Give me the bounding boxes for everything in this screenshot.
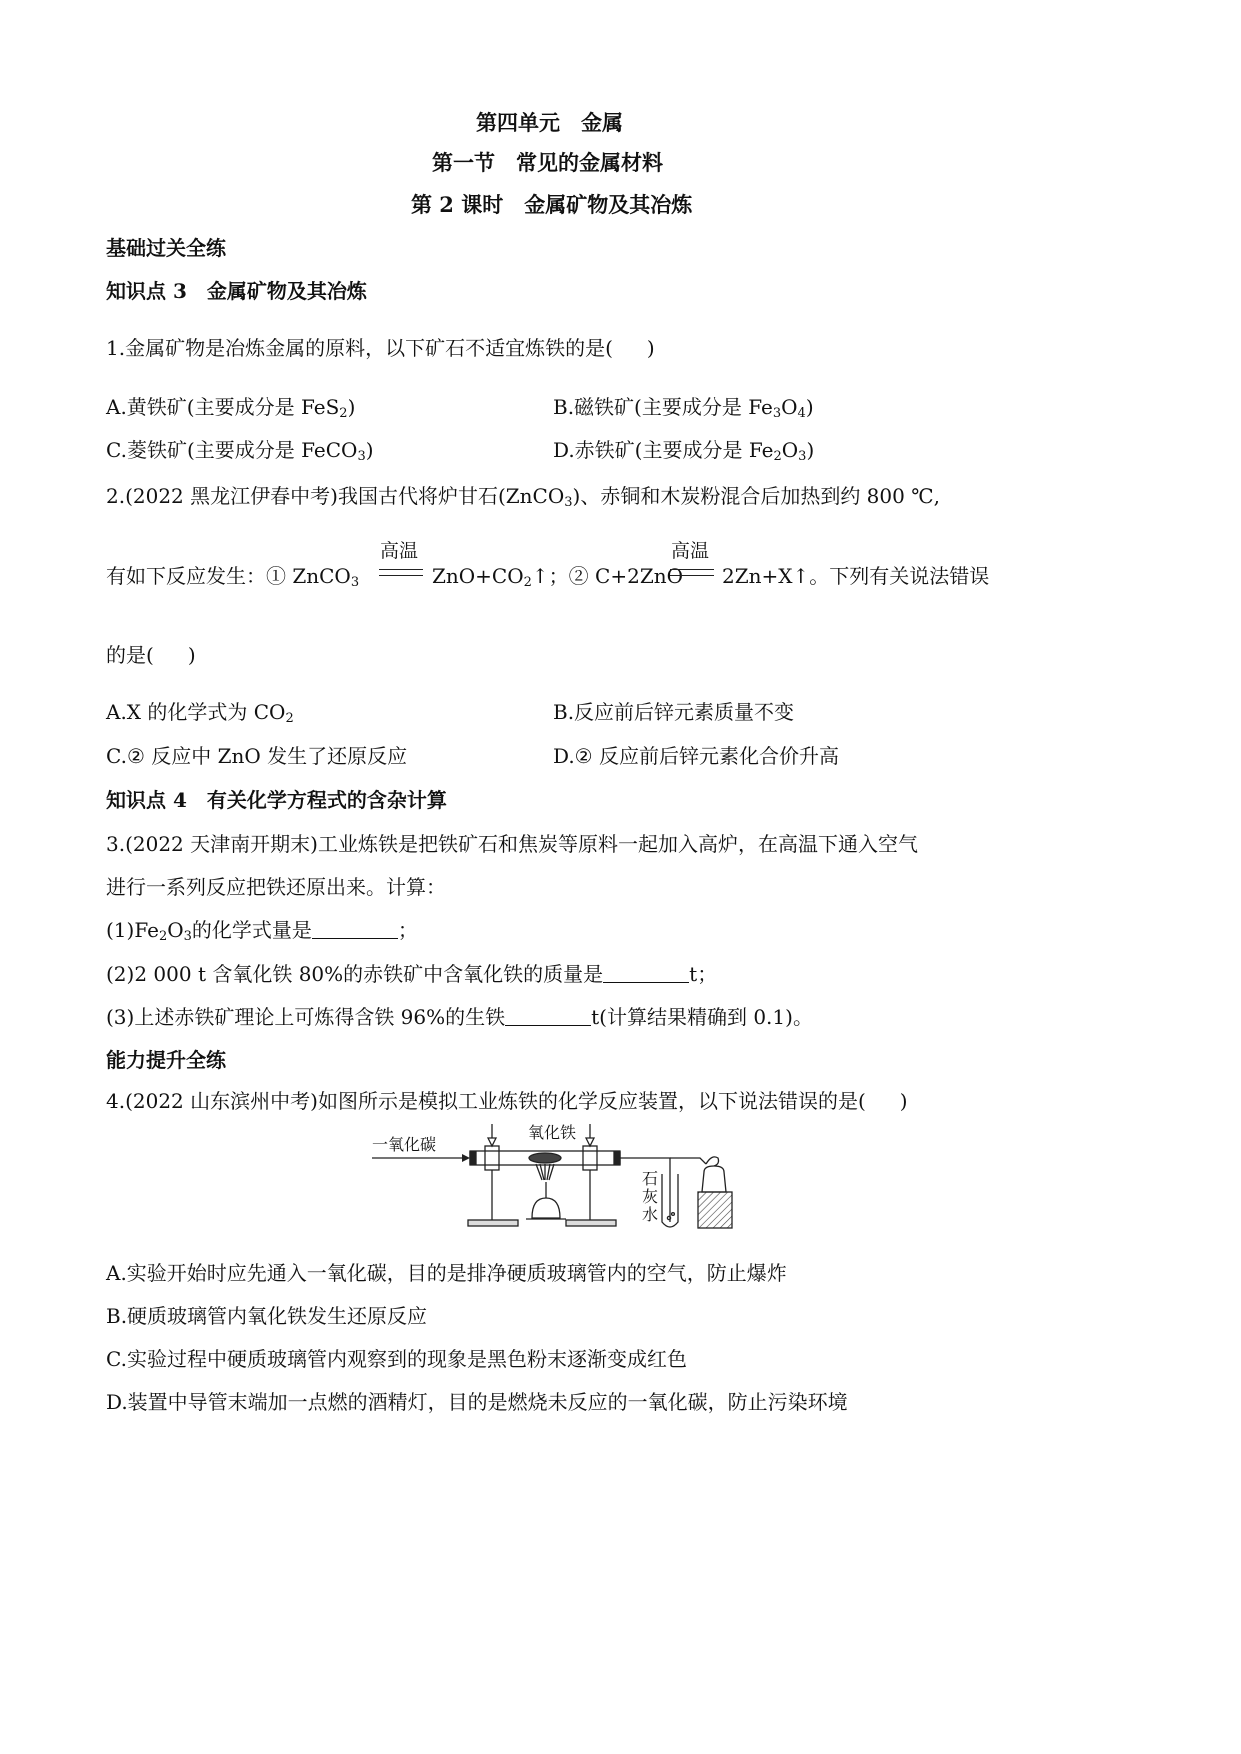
q3-line1: 3.(2022 天津南开期末)工业炼铁是把铁矿石和焦炭等原料一起加入高炉，在高温下通入空气 (106, 832, 918, 856)
q2-eq-text-c: ↑；② C+2ZnO (531, 564, 683, 588)
q1-stem-end: ) (646, 336, 655, 360)
q3-part1-a: (1)Fe (106, 918, 159, 942)
q3-part1-end: ； (397, 918, 418, 942)
tail-flame (706, 1157, 719, 1166)
tail-tube (670, 1158, 706, 1164)
label-co: 一氧化碳 (372, 1135, 437, 1154)
reaction-condition-1: 高温 (380, 540, 419, 562)
clamp-right (583, 1146, 597, 1170)
stand-base-left (468, 1220, 518, 1226)
q2-line1 (106, 484, 940, 508)
q1-option-c-end: ) (365, 438, 374, 462)
label-iron-oxide: 氧化铁 (528, 1123, 577, 1142)
q1-option-c (106, 438, 374, 462)
q2-line3-text: 的是( (106, 643, 154, 667)
subscript: 2 (339, 406, 348, 421)
q3-part1-b: 的化学式量是 (191, 918, 312, 942)
q2-line3 (106, 643, 196, 667)
q4-option-b: B.硬质玻璃管内氧化铁发生还原反应 (106, 1304, 428, 1328)
q2-option-b: B.反应前后锌元素质量不变 (553, 700, 795, 724)
stopper-left (470, 1152, 476, 1164)
answer-blank[interactable] (505, 1007, 591, 1026)
subscript: 3 (798, 449, 807, 464)
q3-part2-end: t； (689, 962, 718, 986)
bubble (672, 1213, 675, 1216)
q2-line1-end: )、赤铜和木炭粉混合后加热到约 800 ℃, (572, 484, 940, 508)
kp4-title: 知识点 4 有关化学方程式的含杂计算 (106, 788, 447, 812)
subscript: 2 (773, 449, 782, 464)
q3-part1-mid: O (167, 918, 184, 942)
q3-part2-a: (2)2 000 t 含氧化铁 80%的赤铁矿中含氧化铁的质量是 (106, 962, 604, 986)
q3-part2 (106, 962, 717, 986)
q2-eq-part-b (432, 564, 683, 588)
equals-sign-2 (670, 569, 714, 576)
q2-line3-end: ) (187, 643, 196, 667)
q1-option-d (553, 438, 814, 462)
q4-stem-end: ) (899, 1089, 908, 1113)
q1-option-d-end: ) (806, 438, 815, 462)
q1-option-b-text: B.磁铁矿(主要成分是 Fe (553, 395, 773, 419)
reaction-condition-2: 高温 (671, 540, 710, 562)
label-hui: 灰 (642, 1187, 659, 1206)
q3-part1 (106, 918, 418, 942)
subscript: 3 (350, 575, 360, 590)
equals-sign-1 (379, 569, 423, 576)
unit-title: 第四单元 金属 (476, 110, 623, 135)
q1-option-d-mid: O (781, 438, 799, 462)
subscript: 2 (523, 575, 532, 590)
label-shi: 石 (642, 1169, 659, 1188)
bubble (667, 1216, 670, 1219)
q1-stem-text: 1.金属矿物是冶炼金属的原料，以下矿石不适宜炼铁的是( (106, 336, 613, 360)
q3-part3 (106, 1005, 813, 1029)
co-arrow-head (462, 1154, 470, 1162)
subscript: 3 (564, 495, 573, 510)
q1-option-d-text: D.赤铁矿(主要成分是 Fe (553, 438, 774, 462)
q1-option-a (106, 395, 355, 419)
q3-part3-a: (3)上述赤铁矿理论上可炼得含铁 96%的生铁 (106, 1005, 506, 1029)
q2-option-a (106, 700, 294, 724)
clamp-left (485, 1146, 499, 1170)
part1-title: 基础过关全练 (106, 236, 226, 260)
q2-eq-part-d: 2Zn+X↑。下列有关说法错误 (722, 564, 990, 588)
q2-option-c: C.② 反应中 ZnO 发生了还原反应 (106, 744, 408, 768)
lesson-title: 第 2 课时 金属矿物及其冶炼 (411, 192, 693, 217)
tail-burner-lamp (702, 1166, 726, 1192)
iron-smelting-apparatus-figure (370, 1118, 750, 1238)
q3-part3-end: t(计算结果精确到 0.1)。 (591, 1005, 813, 1029)
q4-stem (106, 1089, 908, 1113)
clamp-arrow-right-head (586, 1138, 594, 1146)
subscript: 2 (158, 929, 168, 944)
q4-option-d: D.装置中导管末端加一点燃的酒精灯，目的是燃烧未反应的一氧化碳，防止污染环境 (106, 1390, 848, 1414)
q2-option-d: D.② 反应前后锌元素化合价升高 (553, 744, 839, 768)
answer-blank[interactable] (603, 964, 689, 983)
burner-block (698, 1192, 732, 1228)
q4-option-a: A.实验开始时应先通入一氧化碳，目的是排净硬质玻璃管内的空气，防止爆炸 (106, 1261, 787, 1285)
part2-title: 能力提升全练 (106, 1048, 226, 1072)
q1-option-b (553, 395, 814, 419)
kp3-title: 知识点 3 金属矿物及其冶炼 (106, 279, 367, 303)
q2-eq-text-a: 有如下反应发生：① ZnCO (106, 564, 351, 588)
q2-eq-part-a (106, 564, 359, 588)
clamp-arrow-left-head (488, 1138, 496, 1146)
stand-base-right (566, 1220, 616, 1226)
flame-lines (536, 1164, 554, 1180)
q2-option-a-text: A.X 的化学式为 CO (106, 700, 286, 724)
label-shui: 水 (642, 1205, 659, 1224)
q1-stem (106, 336, 655, 360)
iron-oxide-powder (529, 1153, 561, 1163)
q1-option-c-text: C.菱铁矿(主要成分是 FeCO (106, 438, 358, 462)
alcohol-lamp (532, 1198, 560, 1218)
q1-option-b-mid: O (781, 395, 798, 419)
q1-option-a-end: ) (347, 395, 356, 419)
q3-line2: 进行一系列反应把铁还原出来。计算： (106, 875, 446, 899)
q2-eq-text-b: ZnO+CO (432, 564, 524, 588)
section-title: 第一节 常见的金属材料 (432, 150, 663, 175)
answer-blank[interactable] (312, 920, 398, 939)
q2-line1-text: 2.(2022 黑龙江伊春中考)我国古代将炉甘石(ZnCO (106, 484, 565, 508)
q4-option-c: C.实验过程中硬质玻璃管内观察到的现象是黑色粉末逐渐变成红色 (106, 1347, 687, 1371)
subscript: 2 (285, 711, 294, 726)
subscript: 3 (357, 449, 366, 464)
subscript: 3 (772, 406, 782, 421)
subscript: 3 (183, 929, 192, 944)
q1-option-b-end: ) (805, 395, 814, 419)
stopper-right (614, 1152, 620, 1164)
subscript: 4 (797, 406, 806, 421)
q1-option-a-text: A.黄铁矿(主要成分是 FeS (106, 395, 340, 419)
q4-stem-text: 4.(2022 山东滨州中考)如图所示是模拟工业炼铁的化学反应装置，以下说法错误的是( (106, 1089, 866, 1113)
